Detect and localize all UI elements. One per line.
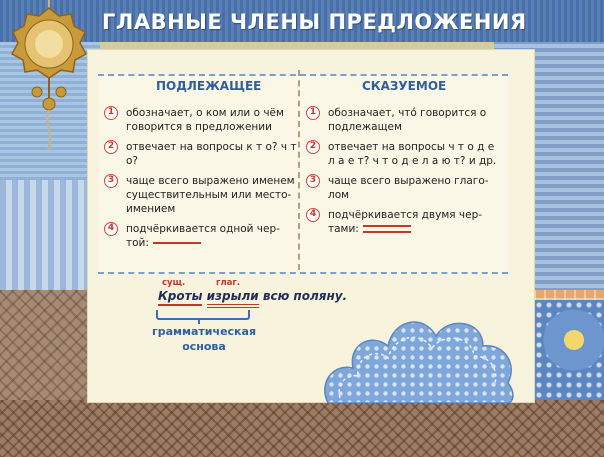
double-underline-sample	[363, 225, 411, 233]
page-title: ГЛАВНЫЕ ЧЛЕНЫ ПРЕДЛОЖЕНИЯ	[102, 10, 527, 34]
predicate-word: изрыли	[207, 289, 259, 308]
example-sentence	[158, 289, 347, 303]
patch-flower-right	[534, 300, 604, 400]
predicate-rule-3	[304, 174, 504, 202]
sentence-rest: всю поляну.	[262, 289, 348, 303]
subject-rule-4	[102, 222, 298, 250]
grammatical-basis-label	[144, 324, 264, 354]
number-badge: 3	[306, 174, 320, 188]
basis-line-1: грамматическая	[151, 325, 257, 338]
subject-rule-2	[102, 140, 298, 168]
rule-text: подчёркивается двумя чер-тами:	[328, 209, 483, 235]
number-badge: 1	[306, 106, 320, 120]
cloud-patch-icon	[318, 308, 518, 403]
subject-word: Кроты	[158, 289, 202, 306]
number-badge: 2	[306, 140, 320, 154]
number-badge: 2	[104, 140, 118, 154]
number-badge: 1	[104, 106, 118, 120]
rule-text: обозначает, что́ говорится о подлежащем	[328, 107, 487, 133]
subject-rule-1	[102, 106, 298, 134]
predicate-rule-2	[304, 140, 504, 168]
patch-plaid-bottom	[0, 400, 604, 457]
predicate-rule-4	[304, 208, 504, 236]
label-noun: сущ.	[162, 278, 186, 288]
number-badge: 4	[306, 208, 320, 222]
predicate-rule-1	[304, 106, 504, 134]
column-divider	[298, 70, 300, 270]
predicate-header: СКАЗУЕМОЕ	[362, 79, 447, 93]
subject-rule-3	[102, 174, 298, 216]
number-badge: 3	[104, 174, 118, 188]
medal-badge-icon	[4, 0, 94, 150]
rule-text: чаще всего выражено именем существительным или место-имением	[126, 175, 295, 215]
rule-text: обозначает, о ком или о чём говорится в предложении	[126, 107, 284, 133]
label-verb: глаг.	[216, 278, 241, 288]
rule-text: подчёркивается одной чер-той:	[126, 223, 280, 249]
subject-header: ПОДЛЕЖАЩЕЕ	[156, 79, 262, 93]
basis-line-2: основа	[182, 340, 226, 353]
basis-bracket	[156, 310, 250, 320]
number-badge: 4	[104, 222, 118, 236]
rule-text: отвечает на вопросы к т о? ч т о?	[126, 141, 297, 167]
rule-text: отвечает на вопросы ч т о д е л а е т? ч т о д е л а ю т? и др.	[328, 141, 497, 167]
subject-column	[102, 106, 298, 256]
single-underline-sample	[153, 242, 201, 244]
predicate-column	[304, 106, 504, 242]
rule-text: чаще всего выражено глаго-лом	[328, 175, 489, 201]
